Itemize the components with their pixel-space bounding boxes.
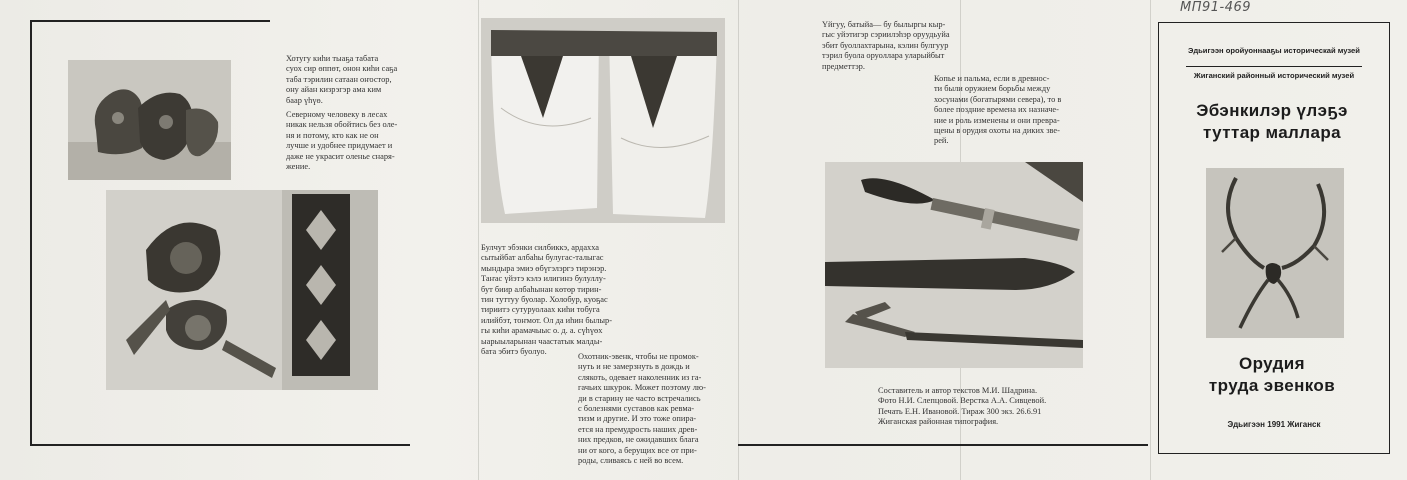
fold-line [738, 0, 739, 480]
photo-fur-leggings [481, 18, 725, 223]
fold-line [1150, 0, 1151, 480]
text-credits: Составитель и автор текстов М.И. Шадрина. Фото Н.И. Слепцовой. Верстка А.А. Сивцевой. Печать Е.Н. Ивановой. Тираж 300 экз. 26.6.91 Жиганская районная типография. [878, 386, 1047, 427]
photo-saddle [106, 190, 378, 390]
text-boots-yakut: Хотугу киһи тыаҕа табата суох сир өппөт, онон киһи саҕа таба тэрилин сатаан оҥостор, ону айан кизрэгэр ама ким баар үһүө. [286, 54, 398, 105]
photo-antler-tool [1206, 168, 1344, 338]
text-spears-russian: Копье и пальма, если в древнос- ти были оружием борьбы между хосунами (богатырями севера), то в более поздние времена их назначе- ние и роль изменены и они превра- щены в орудия охоты на диких зве- рей. [934, 74, 1062, 146]
frame-bottom-left [30, 444, 410, 446]
title-russian-line1: Орудия [1239, 354, 1305, 373]
fold-line [478, 0, 479, 480]
frame-left [30, 20, 32, 446]
cover-divider [1186, 66, 1362, 67]
photo-spears [825, 162, 1083, 368]
text-boots-russian: Северному человеку в лесах никак нельзя обойтись без оле- ня и потому, кто как не он лучше и удобнее придумает и даже не украсит оленье снаря- жение. [286, 110, 398, 172]
frame-top-left [30, 20, 270, 22]
frame-bottom-right [738, 444, 1148, 446]
museum-name-yakut: Эдьигээн оройуоннааҕы историческай музей [1188, 46, 1360, 55]
text-spears-yakut: Үйгуу, батыйа— бу былыргы кыр- гыс уйэтигэр сэриилэһэр оруудьуйа эбит буоллахтарына, кэлин булгуур тэрил буола оруоллара уларыйбыт предметтэр. [822, 20, 950, 71]
title-yakut-line1: Эбэнкилэр үлэҕэ [1196, 101, 1348, 120]
title-yakut-line2: туттар маллара [1203, 123, 1341, 142]
cover-footer: Эдьигээн 1991 Жиганск [1227, 420, 1321, 429]
text-fur-russian: Охотник-эвенк, чтобы не промок- нуть и не замерзнуть в дождь и слякоть, одевает наколенник из га- гачьих шкурок. Может поэтому лю- ди в старину не часто встречались с болезнями суставов как ревма- тизм и другие. И это тоже опира- ется на премудрость наших древ- них предков, не ожидавших блага ни от кого, а берущих все от при- роды, сливаясь с ней во всем. [578, 352, 706, 466]
photo-boots [68, 60, 231, 180]
text-fur-yakut: Булчут эбэнки силбиккэ, ардахха сытыйбат албаһы булугас-талыгас мындыра эмиэ өбүгэлэргэ тирэнэр. Таҥас үйэтэ кэлэ илигинэ булуллу- бут биир албаһынан көтөр тирин- тин туттуу буолар. Холобур, куоҕас тириитэ сутуруолаах киһи тобуга илийбэт, тоҥмот. Ол да иһин былыр- гы киһи арамачыыс о. д. а. сүһүөх ыарыыларынан чаастатык малды- бата эбитэ буолуо. [481, 243, 613, 357]
title-russian-line2: труда эвенков [1208, 376, 1336, 395]
museum-name-russian: Жиганский районный исторический музей [1193, 71, 1355, 80]
archive-mark: МП91-469 [1180, 0, 1252, 15]
